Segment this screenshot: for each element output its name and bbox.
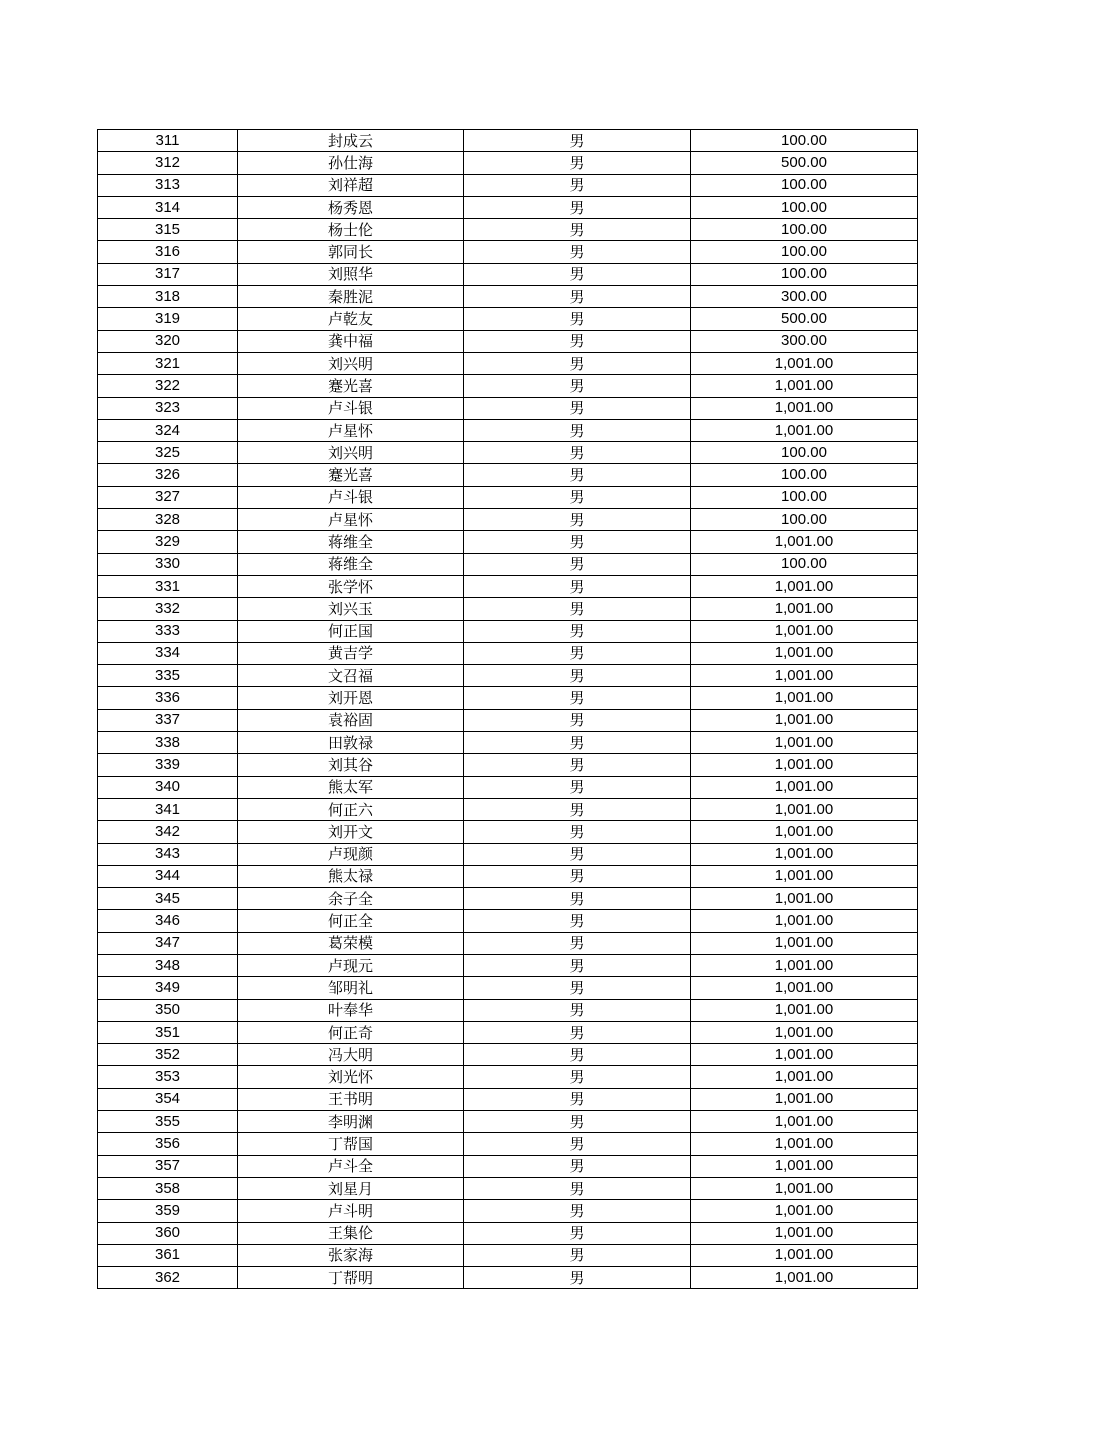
table-row (98, 910, 918, 932)
gender-cell: 男 (464, 1267, 691, 1289)
name-cell: 何正六 (238, 798, 464, 820)
table-row (98, 286, 918, 308)
table-row (98, 397, 918, 419)
table-row (98, 419, 918, 441)
name-cell: 李明渊 (238, 1111, 464, 1133)
row-number-cell: 317 (98, 263, 238, 285)
name-cell: 何正奇 (238, 1021, 464, 1043)
gender-cell: 男 (464, 798, 691, 820)
row-number-cell: 348 (98, 954, 238, 976)
row-number-cell: 314 (98, 196, 238, 218)
gender-cell: 男 (464, 843, 691, 865)
amount-cell: 100.00 (691, 263, 918, 285)
name-cell: 龚中福 (238, 330, 464, 352)
table-row (98, 464, 918, 486)
amount-cell: 100.00 (691, 196, 918, 218)
table-row (98, 1244, 918, 1266)
name-cell: 何正全 (238, 910, 464, 932)
gender-cell: 男 (464, 196, 691, 218)
amount-cell: 1,001.00 (691, 932, 918, 954)
amount-cell: 300.00 (691, 330, 918, 352)
amount-cell: 1,001.00 (691, 776, 918, 798)
row-number-cell: 330 (98, 553, 238, 575)
gender-cell: 男 (464, 241, 691, 263)
amount-cell: 100.00 (691, 486, 918, 508)
row-number-cell: 361 (98, 1244, 238, 1266)
name-cell: 刘开文 (238, 821, 464, 843)
gender-cell: 男 (464, 1021, 691, 1043)
amount-cell: 1,001.00 (691, 821, 918, 843)
row-number-cell: 333 (98, 620, 238, 642)
amount-cell: 1,001.00 (691, 687, 918, 709)
name-cell: 熊太禄 (238, 865, 464, 887)
name-cell: 封成云 (238, 130, 464, 152)
amount-cell: 1,001.00 (691, 397, 918, 419)
amount-cell: 500.00 (691, 152, 918, 174)
amount-cell: 100.00 (691, 442, 918, 464)
table-row (98, 1222, 918, 1244)
amount-cell: 1,001.00 (691, 865, 918, 887)
name-cell: 熊太军 (238, 776, 464, 798)
row-number-cell: 351 (98, 1021, 238, 1043)
name-cell: 丁帮国 (238, 1133, 464, 1155)
gender-cell: 男 (464, 1155, 691, 1177)
row-number-cell: 334 (98, 642, 238, 664)
name-cell: 蹇光喜 (238, 375, 464, 397)
table-row (98, 531, 918, 553)
gender-cell: 男 (464, 1044, 691, 1066)
table-row (98, 553, 918, 575)
row-number-cell: 357 (98, 1155, 238, 1177)
name-cell: 文召福 (238, 665, 464, 687)
row-number-cell: 347 (98, 932, 238, 954)
row-number-cell: 343 (98, 843, 238, 865)
amount-cell: 1,001.00 (691, 1200, 918, 1222)
row-number-cell: 359 (98, 1200, 238, 1222)
gender-cell: 男 (464, 776, 691, 798)
amount-cell: 1,001.00 (691, 732, 918, 754)
table-row (98, 575, 918, 597)
gender-cell: 男 (464, 1066, 691, 1088)
row-number-cell: 344 (98, 865, 238, 887)
amount-cell: 1,001.00 (691, 954, 918, 976)
name-cell: 冯大明 (238, 1044, 464, 1066)
table-row (98, 954, 918, 976)
gender-cell: 男 (464, 464, 691, 486)
row-number-cell: 316 (98, 241, 238, 263)
amount-cell: 1,001.00 (691, 419, 918, 441)
row-number-cell: 345 (98, 888, 238, 910)
name-cell: 刘兴明 (238, 352, 464, 374)
amount-cell: 1,001.00 (691, 709, 918, 731)
gender-cell: 男 (464, 665, 691, 687)
row-number-cell: 322 (98, 375, 238, 397)
gender-cell: 男 (464, 419, 691, 441)
name-cell: 卢星怀 (238, 509, 464, 531)
name-cell: 秦胜泥 (238, 286, 464, 308)
table-body (98, 130, 918, 1289)
row-number-cell: 315 (98, 219, 238, 241)
table-row (98, 843, 918, 865)
amount-cell: 1,001.00 (691, 1244, 918, 1266)
amount-cell: 1,001.00 (691, 910, 918, 932)
gender-cell: 男 (464, 910, 691, 932)
row-number-cell: 350 (98, 999, 238, 1021)
table-row (98, 152, 918, 174)
row-number-cell: 325 (98, 442, 238, 464)
table-row (98, 1088, 918, 1110)
name-cell: 卢斗银 (238, 486, 464, 508)
row-number-cell: 311 (98, 130, 238, 152)
gender-cell: 男 (464, 486, 691, 508)
gender-cell: 男 (464, 130, 691, 152)
row-number-cell: 340 (98, 776, 238, 798)
gender-cell: 男 (464, 575, 691, 597)
name-cell: 郭同长 (238, 241, 464, 263)
gender-cell: 男 (464, 1222, 691, 1244)
amount-cell: 100.00 (691, 130, 918, 152)
gender-cell: 男 (464, 1244, 691, 1266)
name-cell: 袁裕固 (238, 709, 464, 731)
amount-cell: 1,001.00 (691, 843, 918, 865)
row-number-cell: 356 (98, 1133, 238, 1155)
gender-cell: 男 (464, 1177, 691, 1199)
amount-cell: 1,001.00 (691, 1133, 918, 1155)
name-cell: 葛荣模 (238, 932, 464, 954)
gender-cell: 男 (464, 709, 691, 731)
gender-cell: 男 (464, 286, 691, 308)
name-cell: 卢斗全 (238, 1155, 464, 1177)
row-number-cell: 335 (98, 665, 238, 687)
table-row (98, 1155, 918, 1177)
table-row (98, 1177, 918, 1199)
table-row (98, 219, 918, 241)
name-cell: 余子全 (238, 888, 464, 910)
table-row (98, 1066, 918, 1088)
table-row (98, 888, 918, 910)
amount-cell: 500.00 (691, 308, 918, 330)
row-number-cell: 342 (98, 821, 238, 843)
table-row (98, 665, 918, 687)
table-row (98, 196, 918, 218)
name-cell: 卢斗银 (238, 397, 464, 419)
row-number-cell: 346 (98, 910, 238, 932)
name-cell: 卢星怀 (238, 419, 464, 441)
name-cell: 刘兴玉 (238, 598, 464, 620)
table-row (98, 1200, 918, 1222)
name-cell: 叶奉华 (238, 999, 464, 1021)
gender-cell: 男 (464, 1088, 691, 1110)
table-row (98, 130, 918, 152)
table-row (98, 174, 918, 196)
name-cell: 蒋维全 (238, 553, 464, 575)
row-number-cell: 362 (98, 1267, 238, 1289)
amount-cell: 100.00 (691, 174, 918, 196)
gender-cell: 男 (464, 1133, 691, 1155)
gender-cell: 男 (464, 932, 691, 954)
gender-cell: 男 (464, 954, 691, 976)
table-row (98, 709, 918, 731)
row-number-cell: 319 (98, 308, 238, 330)
name-cell: 刘光怀 (238, 1066, 464, 1088)
gender-cell: 男 (464, 865, 691, 887)
name-cell: 刘照华 (238, 263, 464, 285)
row-number-cell: 318 (98, 286, 238, 308)
gender-cell: 男 (464, 553, 691, 575)
row-number-cell: 358 (98, 1177, 238, 1199)
gender-cell: 男 (464, 308, 691, 330)
row-number-cell: 329 (98, 531, 238, 553)
gender-cell: 男 (464, 642, 691, 664)
gender-cell: 男 (464, 152, 691, 174)
amount-cell: 1,001.00 (691, 598, 918, 620)
gender-cell: 男 (464, 598, 691, 620)
name-cell: 田敦禄 (238, 732, 464, 754)
row-number-cell: 320 (98, 330, 238, 352)
amount-cell: 1,001.00 (691, 754, 918, 776)
table-row (98, 241, 918, 263)
row-number-cell: 338 (98, 732, 238, 754)
gender-cell: 男 (464, 330, 691, 352)
amount-cell: 1,001.00 (691, 1088, 918, 1110)
amount-cell: 1,001.00 (691, 977, 918, 999)
name-cell: 卢乾友 (238, 308, 464, 330)
table-row (98, 442, 918, 464)
amount-cell: 1,001.00 (691, 888, 918, 910)
name-cell: 刘祥超 (238, 174, 464, 196)
table-row (98, 330, 918, 352)
amount-cell: 1,001.00 (691, 665, 918, 687)
table-row (98, 620, 918, 642)
table-row (98, 1111, 918, 1133)
amount-cell: 1,001.00 (691, 1177, 918, 1199)
amount-cell: 1,001.00 (691, 1044, 918, 1066)
name-cell: 卢现元 (238, 954, 464, 976)
table-row (98, 375, 918, 397)
row-number-cell: 326 (98, 464, 238, 486)
table-row (98, 1021, 918, 1043)
row-number-cell: 324 (98, 419, 238, 441)
gender-cell: 男 (464, 531, 691, 553)
amount-cell: 100.00 (691, 219, 918, 241)
gender-cell: 男 (464, 977, 691, 999)
name-cell: 卢斗明 (238, 1200, 464, 1222)
name-cell: 孙仕海 (238, 152, 464, 174)
amount-cell: 1,001.00 (691, 999, 918, 1021)
gender-cell: 男 (464, 620, 691, 642)
gender-cell: 男 (464, 888, 691, 910)
gender-cell: 男 (464, 397, 691, 419)
table-row (98, 509, 918, 531)
amount-cell: 1,001.00 (691, 1155, 918, 1177)
name-cell: 卢现颜 (238, 843, 464, 865)
gender-cell: 男 (464, 732, 691, 754)
name-cell: 张家海 (238, 1244, 464, 1266)
table-row (98, 977, 918, 999)
row-number-cell: 353 (98, 1066, 238, 1088)
table-row (98, 932, 918, 954)
name-cell: 蒋维全 (238, 531, 464, 553)
amount-cell: 1,001.00 (691, 1111, 918, 1133)
row-number-cell: 354 (98, 1088, 238, 1110)
gender-cell: 男 (464, 219, 691, 241)
name-cell: 刘兴明 (238, 442, 464, 464)
gender-cell: 男 (464, 352, 691, 374)
amount-cell: 100.00 (691, 509, 918, 531)
amount-cell: 1,001.00 (691, 1066, 918, 1088)
amount-cell: 1,001.00 (691, 1222, 918, 1244)
gender-cell: 男 (464, 999, 691, 1021)
name-cell: 王集伦 (238, 1222, 464, 1244)
table-row (98, 308, 918, 330)
table-row (98, 865, 918, 887)
row-number-cell: 328 (98, 509, 238, 531)
amount-cell: 1,001.00 (691, 620, 918, 642)
table-row (98, 263, 918, 285)
amount-cell: 1,001.00 (691, 798, 918, 820)
gender-cell: 男 (464, 442, 691, 464)
row-number-cell: 341 (98, 798, 238, 820)
row-number-cell: 336 (98, 687, 238, 709)
amount-cell: 1,001.00 (691, 375, 918, 397)
name-cell: 刘星月 (238, 1177, 464, 1199)
name-cell: 刘其谷 (238, 754, 464, 776)
data-table (97, 129, 918, 1289)
row-number-cell: 331 (98, 575, 238, 597)
gender-cell: 男 (464, 821, 691, 843)
gender-cell: 男 (464, 174, 691, 196)
amount-cell: 1,001.00 (691, 531, 918, 553)
row-number-cell: 323 (98, 397, 238, 419)
amount-cell: 100.00 (691, 553, 918, 575)
table-row (98, 486, 918, 508)
amount-cell: 100.00 (691, 241, 918, 263)
row-number-cell: 360 (98, 1222, 238, 1244)
name-cell: 何正国 (238, 620, 464, 642)
table-row (98, 754, 918, 776)
amount-cell: 100.00 (691, 464, 918, 486)
gender-cell: 男 (464, 687, 691, 709)
name-cell: 杨秀恩 (238, 196, 464, 218)
gender-cell: 男 (464, 509, 691, 531)
row-number-cell: 312 (98, 152, 238, 174)
gender-cell: 男 (464, 263, 691, 285)
table-row (98, 821, 918, 843)
table-row (98, 352, 918, 374)
table-row (98, 1267, 918, 1289)
name-cell: 杨士伦 (238, 219, 464, 241)
gender-cell: 男 (464, 1111, 691, 1133)
row-number-cell: 321 (98, 352, 238, 374)
gender-cell: 男 (464, 754, 691, 776)
table-row (98, 642, 918, 664)
table-row (98, 776, 918, 798)
amount-cell: 1,001.00 (691, 1267, 918, 1289)
table-row (98, 999, 918, 1021)
row-number-cell: 349 (98, 977, 238, 999)
row-number-cell: 327 (98, 486, 238, 508)
amount-cell: 1,001.00 (691, 575, 918, 597)
row-number-cell: 332 (98, 598, 238, 620)
name-cell: 邹明礼 (238, 977, 464, 999)
table-row (98, 798, 918, 820)
row-number-cell: 339 (98, 754, 238, 776)
row-number-cell: 352 (98, 1044, 238, 1066)
table-row (98, 687, 918, 709)
name-cell: 黄吉学 (238, 642, 464, 664)
amount-cell: 1,001.00 (691, 642, 918, 664)
gender-cell: 男 (464, 375, 691, 397)
name-cell: 王书明 (238, 1088, 464, 1110)
table-row (98, 598, 918, 620)
name-cell: 刘开恩 (238, 687, 464, 709)
table-row (98, 1133, 918, 1155)
table-row (98, 732, 918, 754)
name-cell: 张学怀 (238, 575, 464, 597)
row-number-cell: 355 (98, 1111, 238, 1133)
amount-cell: 300.00 (691, 286, 918, 308)
name-cell: 蹇光喜 (238, 464, 464, 486)
amount-cell: 1,001.00 (691, 1021, 918, 1043)
row-number-cell: 337 (98, 709, 238, 731)
gender-cell: 男 (464, 1200, 691, 1222)
amount-cell: 1,001.00 (691, 352, 918, 374)
table-row (98, 1044, 918, 1066)
row-number-cell: 313 (98, 174, 238, 196)
name-cell: 丁帮明 (238, 1267, 464, 1289)
